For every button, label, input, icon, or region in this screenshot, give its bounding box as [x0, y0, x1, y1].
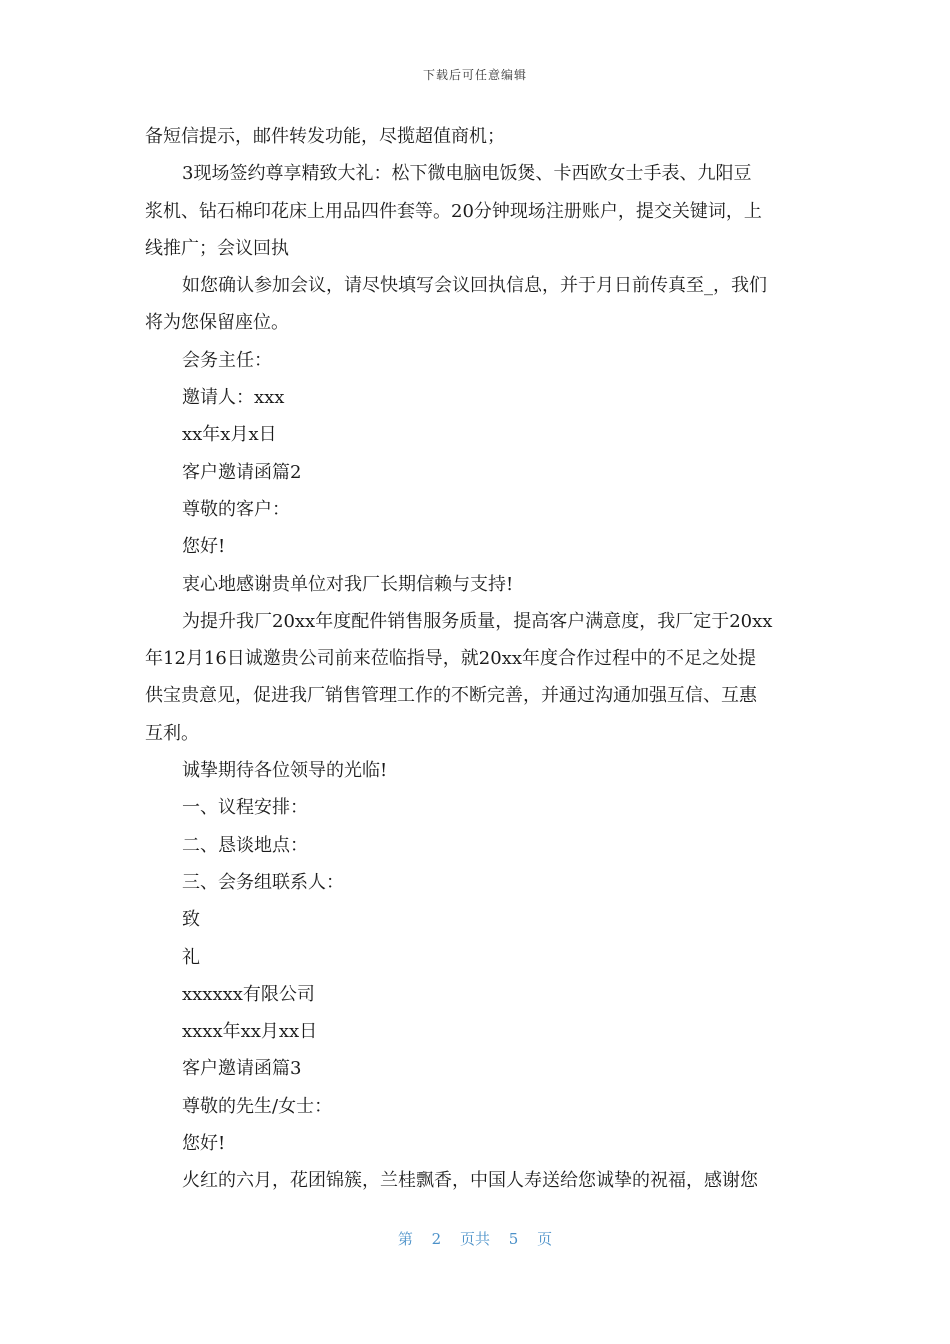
- text-line: 尊敬的客户：: [182, 498, 290, 520]
- text-line: xxxxxx有限公司: [182, 983, 315, 1005]
- footer-label-of: 页共: [459, 1230, 490, 1248]
- footer-label-end: 页: [537, 1230, 553, 1248]
- text-line: 一、议程安排：: [182, 797, 308, 819]
- text-line: 二、恳谈地点：: [182, 834, 308, 856]
- footer-current-page: 2: [431, 1230, 442, 1248]
- text-line: 浆机、钻石棉印花床上用品四件套等。20分钟现场注册账户，提交关键词，上: [145, 200, 762, 222]
- text-line: 尊敬的先生/女士：: [182, 1095, 333, 1117]
- text-line: 致: [182, 909, 200, 931]
- text-line: 互利。: [145, 722, 199, 744]
- text-line: 诚挚期待各位领导的光临!: [182, 760, 388, 782]
- text-line: 供宝贵意见，促进我厂销售管理工作的不断完善，并通过沟通加强互信、互惠: [145, 685, 757, 707]
- text-line: 衷心地感谢贵单位对我厂长期信赖与支持!: [182, 573, 514, 595]
- text-line: 为提升我厂20xx年度配件销售服务质量，提高客户满意度，我厂定于20xx: [182, 610, 773, 632]
- text-line: 如您确认参加会议，请尽快填写会议回执信息，并于月日前传真至_，我们: [182, 275, 767, 297]
- text-line: 邀请人：xxx: [182, 387, 285, 409]
- text-line: 客户邀请函篇2: [182, 461, 302, 483]
- text-line: 会务主任：: [182, 349, 272, 371]
- page-footer: [0, 1228, 950, 1249]
- document-body: [145, 118, 810, 1200]
- text-line: 将为您保留座位。: [145, 312, 289, 334]
- text-line: 3现场签约尊享精致大礼：松下微电脑电饭煲、卡西欧女士手表、九阳豆: [182, 163, 752, 185]
- text-line: 三、会务组联系人：: [182, 871, 344, 893]
- text-line: 线推广；会议回执: [145, 237, 289, 259]
- text-line: 礼: [182, 946, 200, 968]
- text-line: 备短信提示，邮件转发功能，尽揽超值商机；: [145, 126, 505, 147]
- text-line: 年12月16日诚邀贵公司前来莅临指导，就20xx年度合作过程中的不足之处提: [145, 648, 757, 670]
- text-line: xx年x月x日: [182, 424, 277, 446]
- text-line: 您好!: [182, 536, 226, 558]
- text-line: 您好!: [182, 1133, 226, 1155]
- page-header: 下载后可任意编辑: [422, 68, 527, 82]
- text-line: 火红的六月，花团锦簇，兰桂飘香，中国人寿送给您诚挚的祝福，感谢您: [182, 1170, 758, 1192]
- text-line: xxxx年xx月xx日: [182, 1021, 318, 1043]
- footer-label-page: 第: [397, 1230, 413, 1248]
- text-line: 客户邀请函篇3: [182, 1058, 302, 1080]
- footer-total-pages: 5: [508, 1230, 519, 1248]
